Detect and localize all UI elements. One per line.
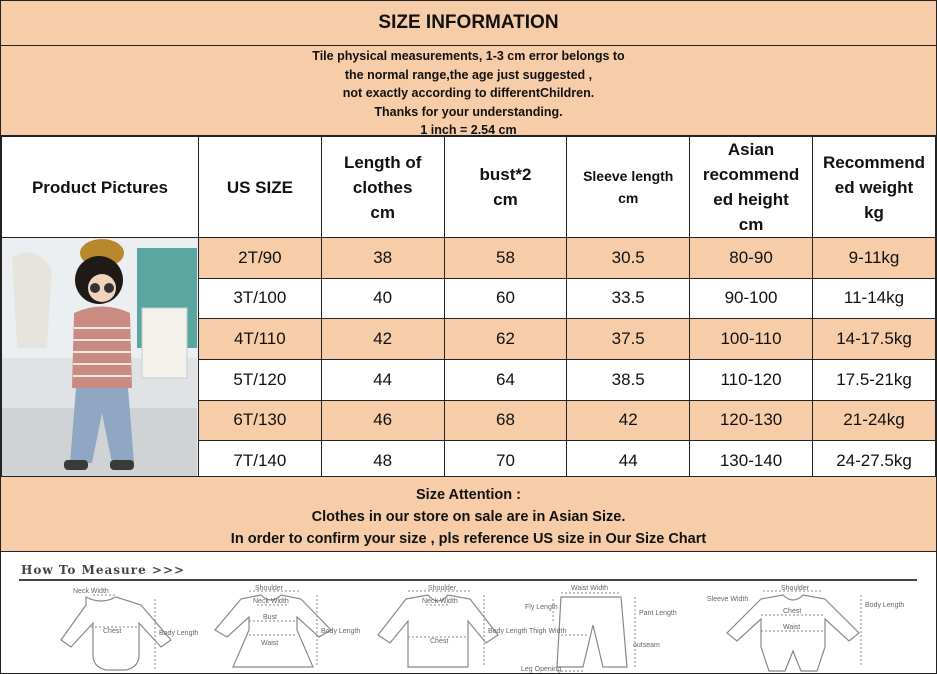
cell-sleeve: 37.5 [567, 319, 690, 360]
cell-length: 42 [321, 319, 444, 360]
header-weight [813, 137, 936, 238]
cell-weight: 24-27.5kg [813, 441, 936, 482]
attention-line: In order to confirm your size , pls reference US size in Our Size Chart [230, 531, 707, 547]
header-line: cm [618, 190, 639, 206]
dress-diagram-icon [191, 585, 361, 673]
cell-weight: 11-14kg [813, 278, 936, 319]
header-line: recommend [702, 165, 800, 184]
cell-us-size: 5T/120 [198, 359, 321, 400]
pants-diagram-icon [521, 585, 691, 673]
figure-label: Chest [430, 638, 449, 645]
how-to-measure-title: How To Measure >>> [21, 563, 186, 577]
cell-length: 48 [321, 441, 444, 482]
figure-label: Chest [103, 628, 122, 635]
cell-bust: 64 [444, 359, 567, 400]
figure-label: Thigh Width [529, 628, 567, 635]
cell-bust: 70 [444, 441, 567, 482]
figure-label: Neck Width [422, 598, 458, 605]
figure-label: Shoulder [781, 585, 810, 592]
how-to-measure [1, 553, 936, 673]
figure-label: Waist [261, 640, 279, 647]
figure-label: Body Length [865, 602, 905, 609]
cell-us-size: 7T/140 [198, 441, 321, 482]
divider [19, 579, 917, 581]
cell-weight: 14-17.5kg [813, 319, 936, 360]
figure-label: Body Length [321, 628, 361, 635]
cell-weight: 17.5-21kg [813, 359, 936, 400]
note-line: not exactly according to differentChildren. [342, 86, 595, 100]
header-line: Length of [343, 152, 422, 172]
romper-diagram-icon [701, 585, 905, 673]
cell-bust: 68 [444, 400, 567, 441]
cell-bust: 58 [444, 238, 567, 279]
size-table [1, 136, 936, 482]
cell-weight: 9-11kg [813, 238, 936, 279]
cell-sleeve: 38.5 [567, 359, 690, 400]
cell-weight: 21-24kg [813, 400, 936, 441]
cell-sleeve: 42 [567, 400, 690, 441]
cell-length: 40 [321, 278, 444, 319]
bodysuit-diagram-icon [31, 585, 199, 673]
table-header-row [2, 137, 936, 238]
header-height [690, 137, 813, 238]
figure-label: Neck Width [253, 598, 289, 605]
figure-label: Body Length [159, 630, 199, 637]
cell-us-size: 3T/100 [198, 278, 321, 319]
figure-label: Pant Length [639, 610, 677, 617]
page-title: SIZE INFORMATION [1, 1, 936, 46]
header-sleeve [567, 137, 690, 238]
cell-us-size: 2T/90 [198, 238, 321, 279]
cell-us-size: 4T/110 [198, 319, 321, 360]
figure-label: Waist [783, 624, 801, 631]
note-line: Tile physical measurements, 1-3 cm error belongs to [312, 49, 625, 63]
header-line: Asian [727, 140, 775, 159]
figure-label: Shoulder [255, 585, 284, 592]
header-product-pictures: Product Pictures [2, 137, 199, 238]
child-photo-image [2, 238, 197, 476]
header-line: ed height [713, 190, 789, 209]
table-row [2, 238, 936, 279]
header-line: ed weight [834, 177, 914, 197]
figure-label: Body Length [488, 628, 528, 635]
figure-label: Chest [783, 608, 802, 615]
measurement-note [1, 46, 936, 136]
cell-length: 38 [321, 238, 444, 279]
cell-height: 80-90 [690, 238, 813, 279]
note-line: the normal range,the age just suggested , [344, 67, 593, 82]
cell-length: 44 [321, 359, 444, 400]
header-line: kg [864, 202, 884, 222]
cell-length: 46 [321, 400, 444, 441]
attention-line: Clothes in our store on sale are in Asian Size. [311, 509, 626, 525]
shirt-diagram-icon [356, 585, 526, 673]
figure-label: Leg Opening [521, 666, 562, 673]
header-line: cm [370, 202, 395, 222]
figure-label: Neck Width [73, 588, 109, 595]
size-attention [1, 476, 936, 552]
product-photo [2, 238, 199, 482]
cell-sleeve: 30.5 [567, 238, 690, 279]
cell-height: 110-120 [690, 359, 813, 400]
figure-label: outseam [633, 642, 660, 649]
cell-sleeve: 33.5 [567, 278, 690, 319]
cell-sleeve: 44 [567, 441, 690, 482]
figure-label: Shoulder [428, 585, 457, 592]
figure-label: Bust [263, 614, 278, 621]
header-us-size: US SIZE [198, 137, 321, 238]
attention-heading: Size Attention : [416, 487, 521, 503]
header-line: Sleeve length [583, 168, 674, 184]
header-line: clothes [352, 177, 413, 197]
header-bust [444, 137, 567, 238]
cell-bust: 62 [444, 319, 567, 360]
figure-label: Waist Width [571, 585, 609, 592]
header-line: bust*2 [479, 165, 532, 184]
header-length [321, 137, 444, 238]
cell-height: 130-140 [690, 441, 813, 482]
header-line: Recommend [822, 152, 926, 172]
cell-bust: 60 [444, 278, 567, 319]
figure-label: Fly Length [525, 604, 558, 611]
header-line: cm [738, 215, 764, 234]
cell-height: 120-130 [690, 400, 813, 441]
note-line: 1 inch = 2.54 cm [420, 123, 517, 137]
cell-height: 100-110 [690, 319, 813, 360]
header-line: cm [493, 190, 518, 209]
figure-label: Sleeve Width [707, 596, 749, 603]
cell-height: 90-100 [690, 278, 813, 319]
note-line: Thanks for your understanding. [374, 104, 563, 119]
cell-us-size: 6T/130 [198, 400, 321, 441]
